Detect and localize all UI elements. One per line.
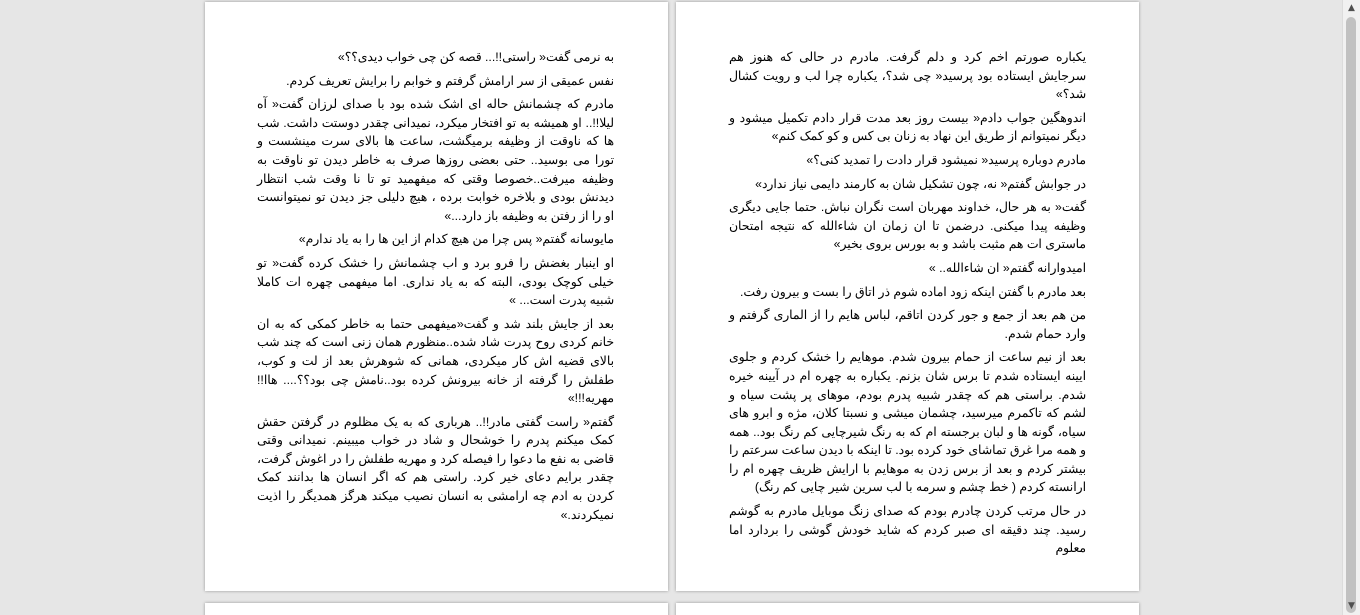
paragraph: مادرم که چشمانش حاله ای اشک شده بود با صدای لرزان گفت« آه لیلا!!.. او همیشه به تو افتخار میکرد، نمیدانی چقدر دوستت داشت. شب ها که ناوقت از وظیفه برمیگشت، ساعت ها بالای سرت مینشست و تورا می بوسید.. حتی بعضی روزها صرف به خاطر دیدن تو ناوقت به وظیفه میرفت..خصوصا وقتی که میفهمید تو تا نا وقت شب انتظار دیدنش بودی و بلاخره خوابت برده ، هیچ دلیلی جز دیدن تو نمیتوانست او را از رفتن به وظیفه باز دارد...» [257,97,614,223]
paragraph: امیدوارانه گفتم« ان شاءالله.. » [928,260,1086,275]
paragraph: بعد مادرم با گفتن اینکه زود اماده شوم ذر اتاق را بست و بیرون رفت. [739,284,1086,299]
page-text-left [257,48,614,529]
vertical-scrollbar[interactable] [1342,0,1360,615]
scrollbar-thumb[interactable] [1346,17,1356,613]
paragraph: بعد از جایش بلند شد و گفت«میفهمی حتما به خاطر کمکی که به ان خانم کردی روح پدرت شاد شده..منظورم همان زنی است که چند شب بالای قضیه اش کار میکردی، همانی که شوهرش بعد از لت و کوب، طفلش را گرفته از خانه بیرونش کرده بود..نامش چی بود؟؟.... هاا!! مهریه!!!» [257,316,614,406]
page-text-right [729,48,1086,563]
scroll-up-icon[interactable]: ▲ [1348,3,1355,13]
document-page-left [205,2,668,591]
paragraph: در حال مرتب کردن چادرم بودم که صدای زنگ موبایل مادرم به گوشم رسید. چند دقیقه ای صبر کردم که شاید خودش گوشی را بردارد اما معلوم [729,504,1086,556]
paragraph: نفس عمیقی از سر ارامش گرفتم و خوابم را برایش تعریف کردم. [286,73,614,88]
paragraph: اندوهگین جواب دادم« بیست روز بعد مدت قرار دادم تکمیل میشود و دیگر نمیتوانم از طریق این نهاد به زنان بی کس و کو کمک کنم» [729,110,1086,144]
paragraph: گفت« به هر حال، خداوند مهربان است نگران نباش. حتما جایی دیگری وظیفه پیدا میکنی. درضمن تا ان زمان ان شاءالله که نتیجه امتحان ماستری ات هم مثبت باشد و به بورس بروی بخیر» [729,200,1086,252]
scroll-down-icon[interactable]: ▼ [1348,601,1355,611]
paragraph: به نرمی گفت« راستی!!... قصه کن چی خواب دیدی؟؟» [337,50,614,64]
paragraph: بعد از نیم ساعت از حمام بیرون شدم. موهایم را خشک کردم و جلوی ایینه ایستاده شدم تا برس شان بزنم. یکباره به چهره ام در آیینه خیره شدم. براستی هم که چقدر شبیه پدرم بودم، موهای پر پشت سیاه و لشم که تاکمرم میرسید، چشمان میشی و نسبتا کلان، مژه و ابرو های سیاه، گونه ها و لبان برجسته ام که به رنگ شیرچایی کم رنگ بود.. همه و همه مرا غرق تماشای خود کرده بود. تا اینکه با دیدن ساعت سرعتم را بیشتر کردم و بعد از برس زدن به موهایم با ارایش ظریف چهره ام را ارانسته کردم ( خط چشم و سرمه با لب سرین شیر چایی کم رنگ) [729,350,1086,495]
paragraph: من هم بعد از جمع و جور کردن اتاقم، لباس هایم را از الماری گرفتم و وارد حمام شدم. [729,308,1086,341]
paragraph: او اینبار بغضش را فرو برد و اب چشمانش را خشک کرده گفت« تو خیلی کوچک بودی، البته که به یاد نداری. اما میفهمی چهره ات کاملا شبیه پدرت است... » [257,255,614,308]
document-page-next-right [676,603,1139,615]
document-page-right [676,2,1139,591]
paragraph: یکباره صورتم اخم کرد و دلم گرفت. مادرم در حالی که هنوز هم سرجایش ایستاده بود پرسید« چی شد؟، یکباره چرا لب و رویت کشال شد؟» [729,50,1086,102]
paragraph: مادرم دوباره پرسید« نمیشود قرار دادت را تمدید کنی؟» [806,152,1086,167]
paragraph: در جوابش گفتم« نه، چون تشکیل شان به کارمند دایمی نیاز ندارد» [755,176,1086,191]
paragraph: مایوسانه گفتم« پس چرا من هیچ کدام از این ها را به یاد ندارم» [298,232,614,247]
document-page-next-left [205,603,668,615]
paragraph: گفتم« راست گفتی مادر!!.. هرباری که به یک مظلوم در گرفتن حقش کمک میکنم پدرم را خوشحال و شاد در خواب میبینم. نمیدانی وقتی قاضی به نفع ما دعوا را فیصله کرد و مهریه طفلش را در اغوش گرفت، چقدر برایم دعای خیر کرد. راستی هم که اگر انسان ها بدانند کمک کردن به ادم چه ارامشی به انسان نصیب میکند هرگز همدیگر را اذیت نمیکردند.» [257,414,614,522]
